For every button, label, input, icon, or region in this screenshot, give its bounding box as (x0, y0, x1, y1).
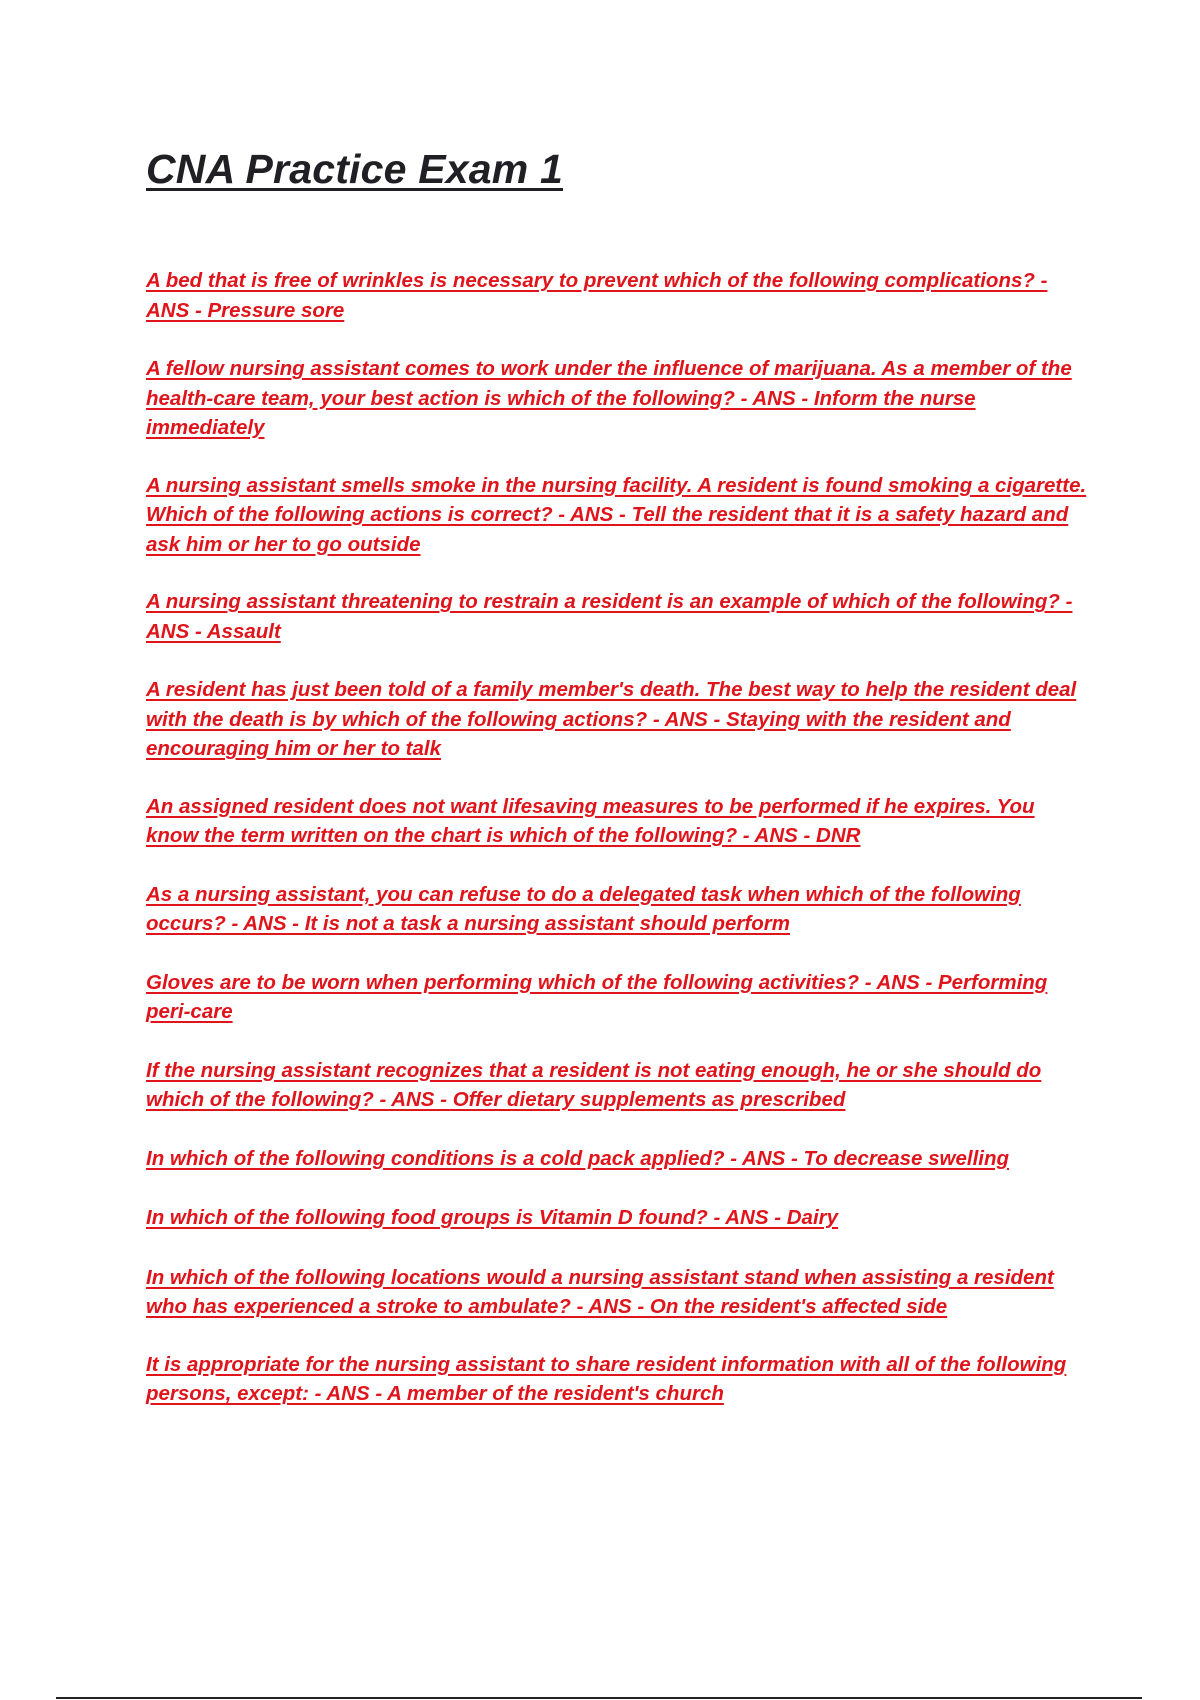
document-title: CNA Practice Exam 1 (146, 146, 564, 192)
qa-item-1[interactable]: A bed that is free of wrinkles is necessary to prevent which of the following complications? - ANS - Pressure sore (146, 269, 1048, 322)
qa-item-3[interactable]: A nursing assistant smells smoke in the nursing facility. A resident is found smoking a cigarette. Which of the following actions is correct? - ANS - Tell the resident that it is a safety hazard and ask him or her to go outside (146, 473, 1087, 556)
qa-item-13[interactable]: It is appropriate for the nursing assistant to share resident information with all of the following persons, except: - ANS - A member of the resident's church (146, 1352, 1067, 1405)
qa-item-5[interactable]: A resident has just been told of a family member's death. The best way to help the resident deal with the death is by which of the following actions? - ANS - Staying with the resident and encouraging him or her to talk (146, 678, 1077, 760)
qa-item-9[interactable]: If the nursing assistant recognizes that a resident is not eating enough, he or she should do which of the following? - ANS - Offer dietary supplements as prescribed (146, 1058, 1042, 1111)
qa-item-12[interactable]: In which of the following locations would a nursing assistant stand when assisting a resident who has experienced a stroke to ambulate? - ANS - On the resident's affected side (146, 1265, 1054, 1318)
question-answer-list (146, 266, 1091, 1409)
qa-item-6[interactable]: An assigned resident does not want lifesaving measures to be performed if he expires. You know the term written on the chart is which of the following? - ANS - DNR (146, 794, 1035, 847)
qa-item-4[interactable]: A nursing assistant threatening to restrain a resident is an example of which of the following? - ANS - Assault (146, 590, 1073, 643)
qa-item-11[interactable]: In which of the following food groups is Vitamin D found? - ANS - Dairy (146, 1206, 839, 1229)
qa-item-8[interactable]: Gloves are to be worn when performing which of the following activities? - ANS - Performing peri-care (146, 970, 1048, 1023)
qa-item-2[interactable]: A fellow nursing assistant comes to work under the influence of marijuana. As a member of the health-care team, your best action is which of the following? - ANS - Inform the nurse immediately (146, 357, 1072, 439)
qa-item-7[interactable]: As a nursing assistant, you can refuse to do a delegated task when which of the following occurs? - ANS - It is not a task a nursing assistant should perform (146, 882, 1021, 935)
qa-item-10[interactable]: In which of the following conditions is a cold pack applied? - ANS - To decrease swelling (146, 1146, 1010, 1170)
footer-rule (56, 1697, 1142, 1699)
